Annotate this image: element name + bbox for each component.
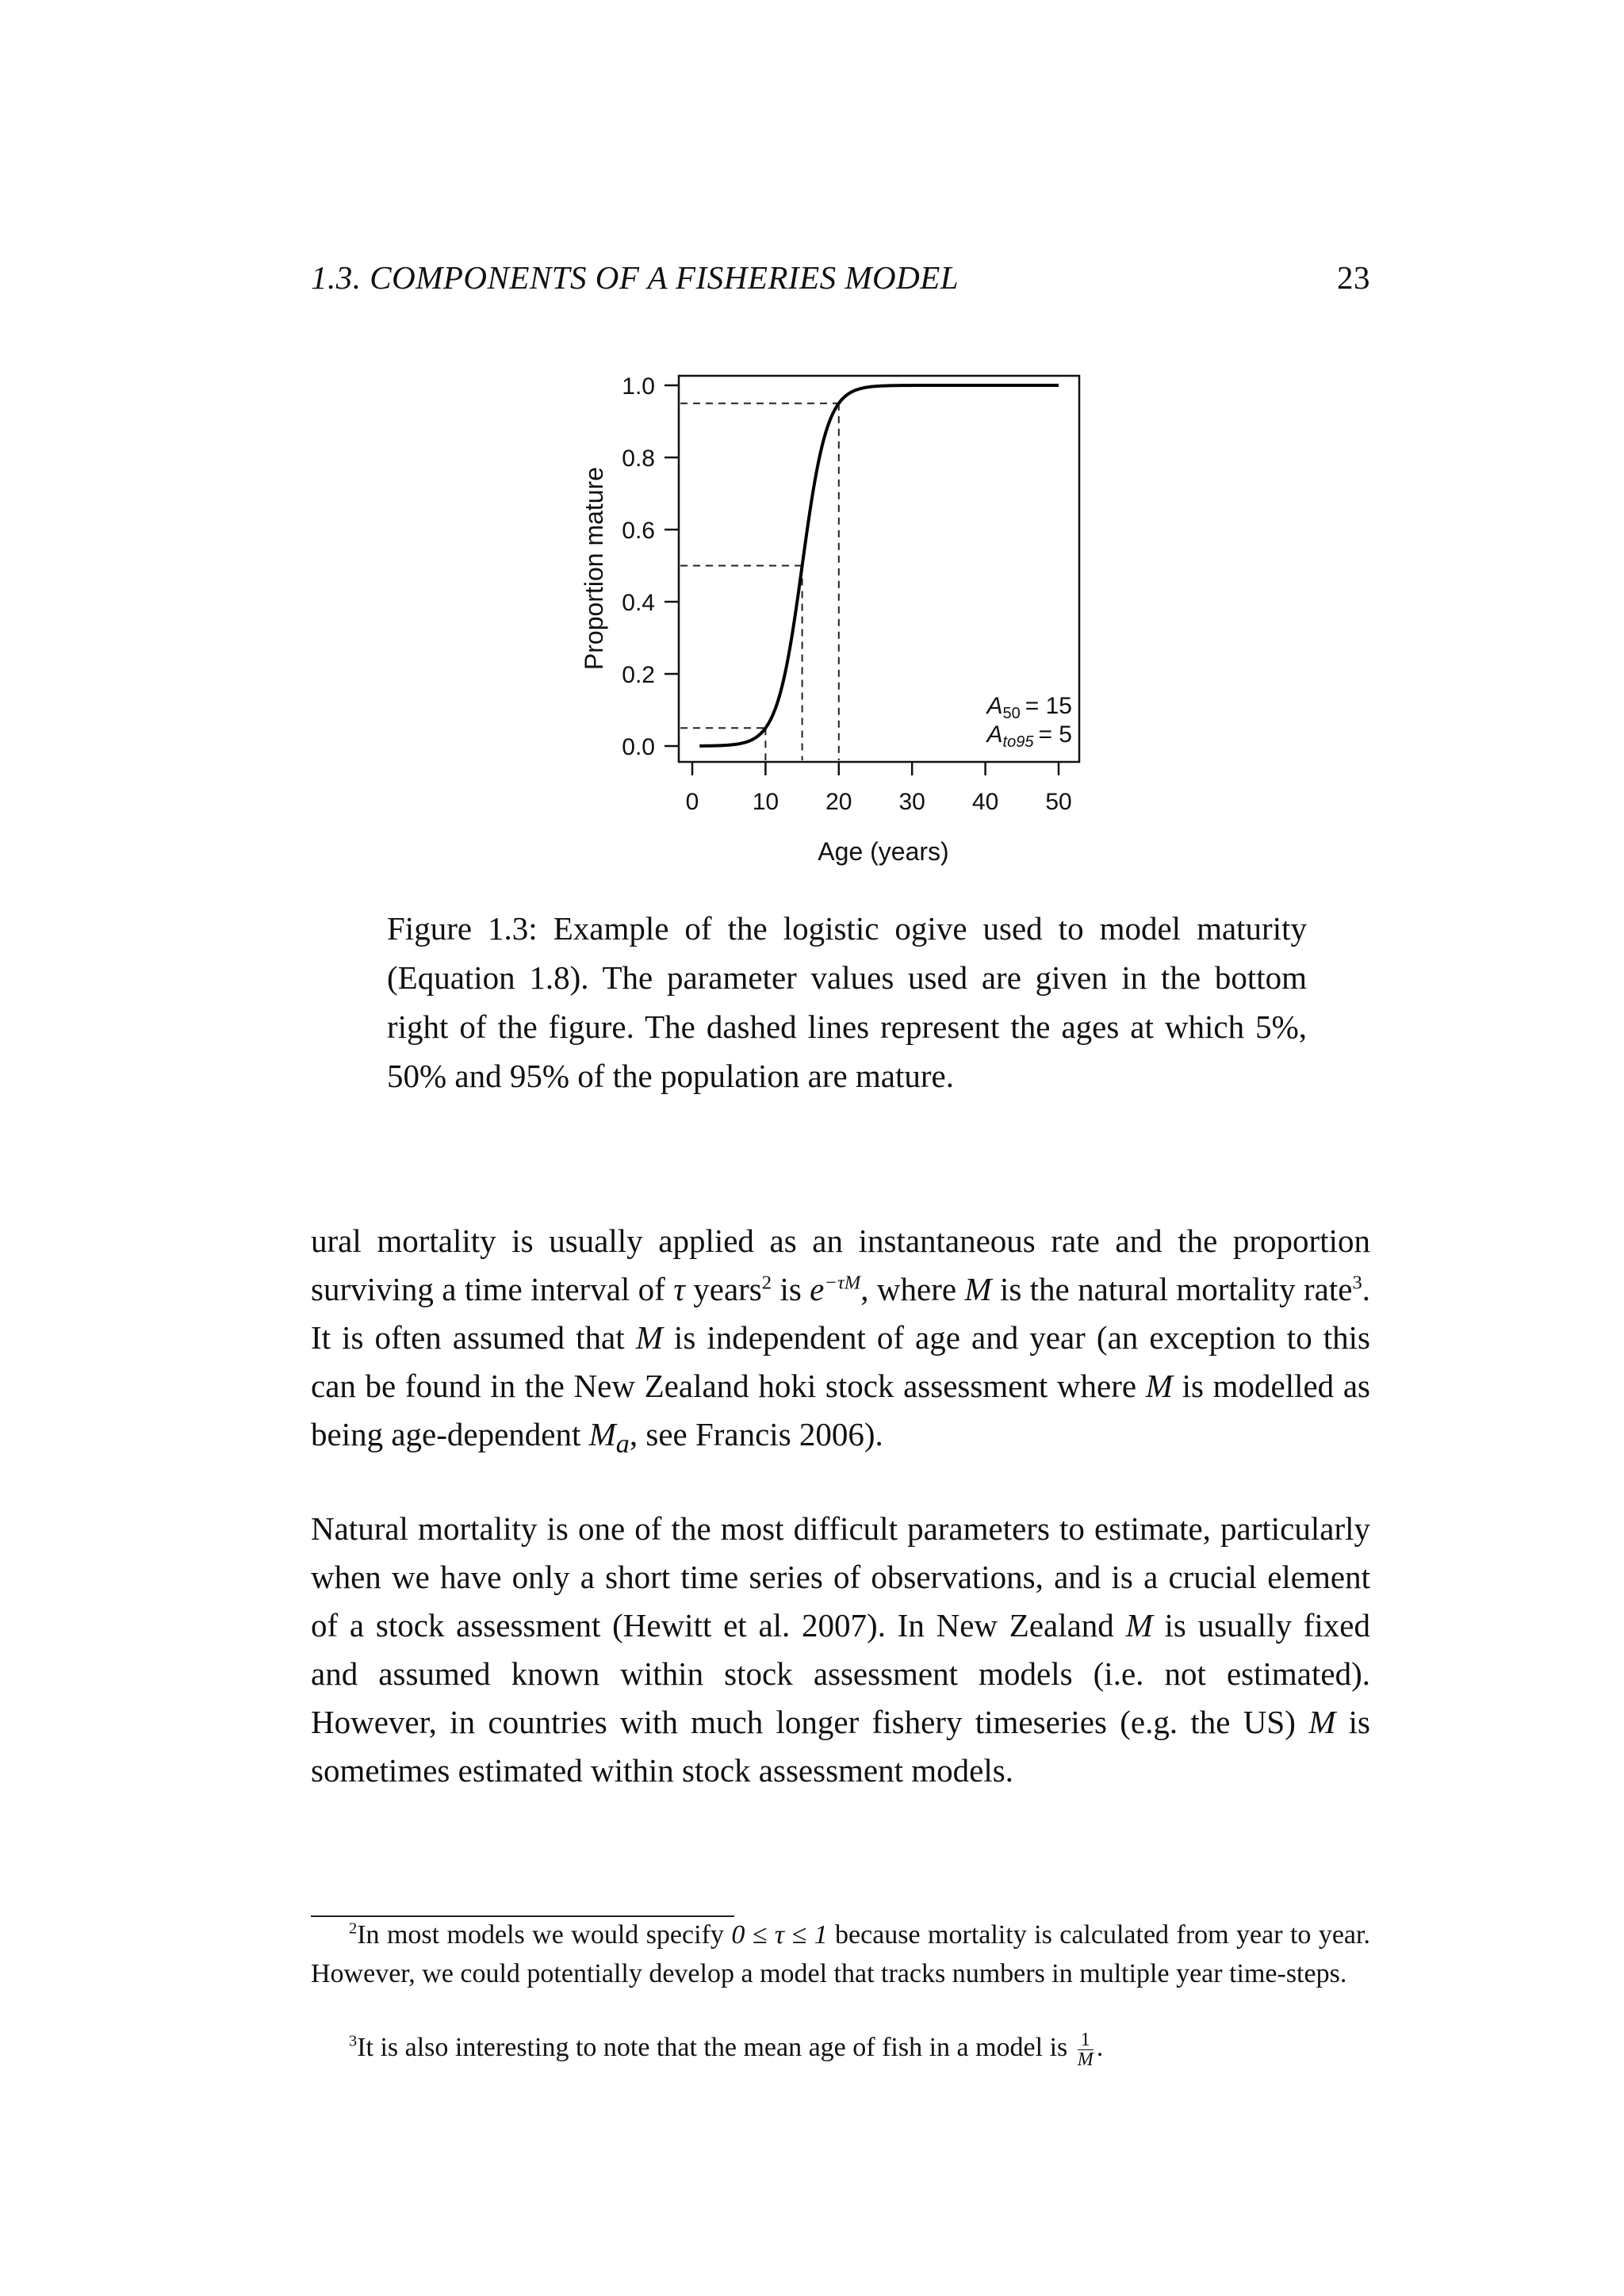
x-axis	[686, 762, 1072, 815]
paragraph-estimating-mortality	[311, 1505, 1370, 1795]
y-tick-label-4: 0.8	[622, 446, 655, 472]
p1-text-2: years	[684, 1271, 762, 1307]
y-axis	[622, 373, 679, 760]
x-tick-label-3: 30	[898, 789, 925, 815]
paragraph-natural-mortality-rate	[311, 1217, 1370, 1468]
x-tick-label-5: 50	[1045, 789, 1072, 815]
fn3-fraction	[1078, 2030, 1094, 2069]
p1-m-1: M	[964, 1271, 992, 1307]
p1-m-2: M	[635, 1319, 663, 1356]
p2-m-2: M	[1308, 1704, 1336, 1740]
p2-text-1: Natural mortality is one of the most difficult parameters to estimate, particularly when we have only a short time series of observations, and is a crucial element of a stock assessment (Hewitt et al. 2007). In New Zealand	[311, 1510, 1370, 1644]
footnote-2-marker[interactable]: 2	[761, 1272, 772, 1294]
figure-caption: Figure 1.3: Example of the logistic ogive used to model maturity (Equation 1.8). The parameter values used are given in the bottom right of the figure. The dashed lines represent the ages at which 5%, 50% and 95% of the population are mature.	[387, 910, 1307, 1094]
fn2-text-2: because mortality is calculated from year to year. However, we could potentially develop a model that tracks numbers in multiple year time-steps.	[311, 1920, 1370, 1988]
a50-subscript: 50	[1002, 705, 1021, 722]
a50-symbol: A	[986, 693, 1003, 719]
x-tick-label-1: 10	[752, 789, 779, 815]
p1-text-6: . It is often assumed that	[311, 1271, 1370, 1356]
param-a50	[986, 693, 1073, 722]
footnote-3	[311, 2028, 1370, 2069]
p1-text-5: is the natural mortality rate	[991, 1271, 1353, 1307]
footnote-3-marker[interactable]: 3	[1352, 1272, 1362, 1294]
p1-text-3: is	[772, 1271, 810, 1307]
fn3-text-1: It is also interesting to note that the mean age of fish in a model is	[357, 2033, 1074, 2062]
p1-text-7: is independent of age and year (an exception to this can be found in the New Zealand hoki stock assessment where	[311, 1319, 1371, 1404]
y-tick-label-5: 1.0	[622, 373, 655, 400]
page-number: 23	[1337, 259, 1370, 296]
p1-m-3: M	[1145, 1368, 1173, 1404]
footnote-3-number: 3	[349, 2032, 358, 2050]
p2-text-3: is sometimes estimated within stock assessment models.	[311, 1704, 1370, 1789]
p1-text-8: is modelled as being age-dependent	[311, 1368, 1370, 1452]
maturity-ogive-chart	[0, 0, 1624, 888]
p1-ma-sub: a	[615, 1429, 630, 1460]
ato95-value: = 5	[1038, 721, 1072, 748]
x-tick-label-2: 20	[825, 789, 852, 815]
y-tick-label-0: 0.0	[622, 734, 655, 760]
p1-exponent: −τM	[824, 1272, 861, 1294]
fn2-text-1: In most models we would specify	[357, 1920, 732, 1950]
param-ato95	[986, 721, 1073, 751]
ogive-curve	[699, 385, 1059, 746]
x-axis-label: Age (years)	[818, 837, 949, 866]
y-tick-label-2: 0.4	[622, 590, 655, 616]
plot-frame	[679, 376, 1079, 762]
p1-exp-base: e	[810, 1271, 825, 1307]
y-axis-label: Proportion mature	[580, 466, 608, 671]
reference-lines	[680, 404, 839, 760]
footnote-2-number: 2	[349, 1919, 358, 1938]
ato95-symbol: A	[986, 721, 1003, 748]
fn3-text-2: .	[1096, 2033, 1104, 2062]
p1-text-9: , see Francis 2006).	[629, 1416, 883, 1452]
fn3-frac-den: M	[1077, 2049, 1094, 2070]
p1-tau: τ	[673, 1271, 685, 1307]
p1-ma: M	[588, 1416, 616, 1452]
a50-value: = 15	[1025, 693, 1072, 719]
fn3-frac-num: 1	[1078, 2030, 1094, 2050]
x-tick-label-0: 0	[685, 789, 699, 815]
running-title: 1.3. COMPONENTS OF A FISHERIES MODEL	[311, 259, 959, 296]
y-tick-label-1: 0.2	[622, 662, 655, 688]
x-tick-label-4: 40	[971, 789, 999, 815]
fn2-math: 0 ≤ τ ≤ 1	[731, 1920, 828, 1950]
y-tick-label-3: 0.6	[622, 518, 655, 544]
ato95-subscript: to95	[1002, 733, 1034, 751]
p1-text-4: , where	[860, 1271, 965, 1307]
p1-text-1: ural mortality is usually applied as an instantaneous rate and the proportion surviving a time interval of	[311, 1223, 1370, 1307]
p2-text-2: is usually fixed and assumed known within stock assessment models (i.e. not estimated). However, in countries with much longer fishery timeseries (e.g. the US)	[311, 1607, 1371, 1740]
p2-m-1: M	[1125, 1607, 1153, 1644]
footnote-2	[311, 1915, 1370, 1993]
